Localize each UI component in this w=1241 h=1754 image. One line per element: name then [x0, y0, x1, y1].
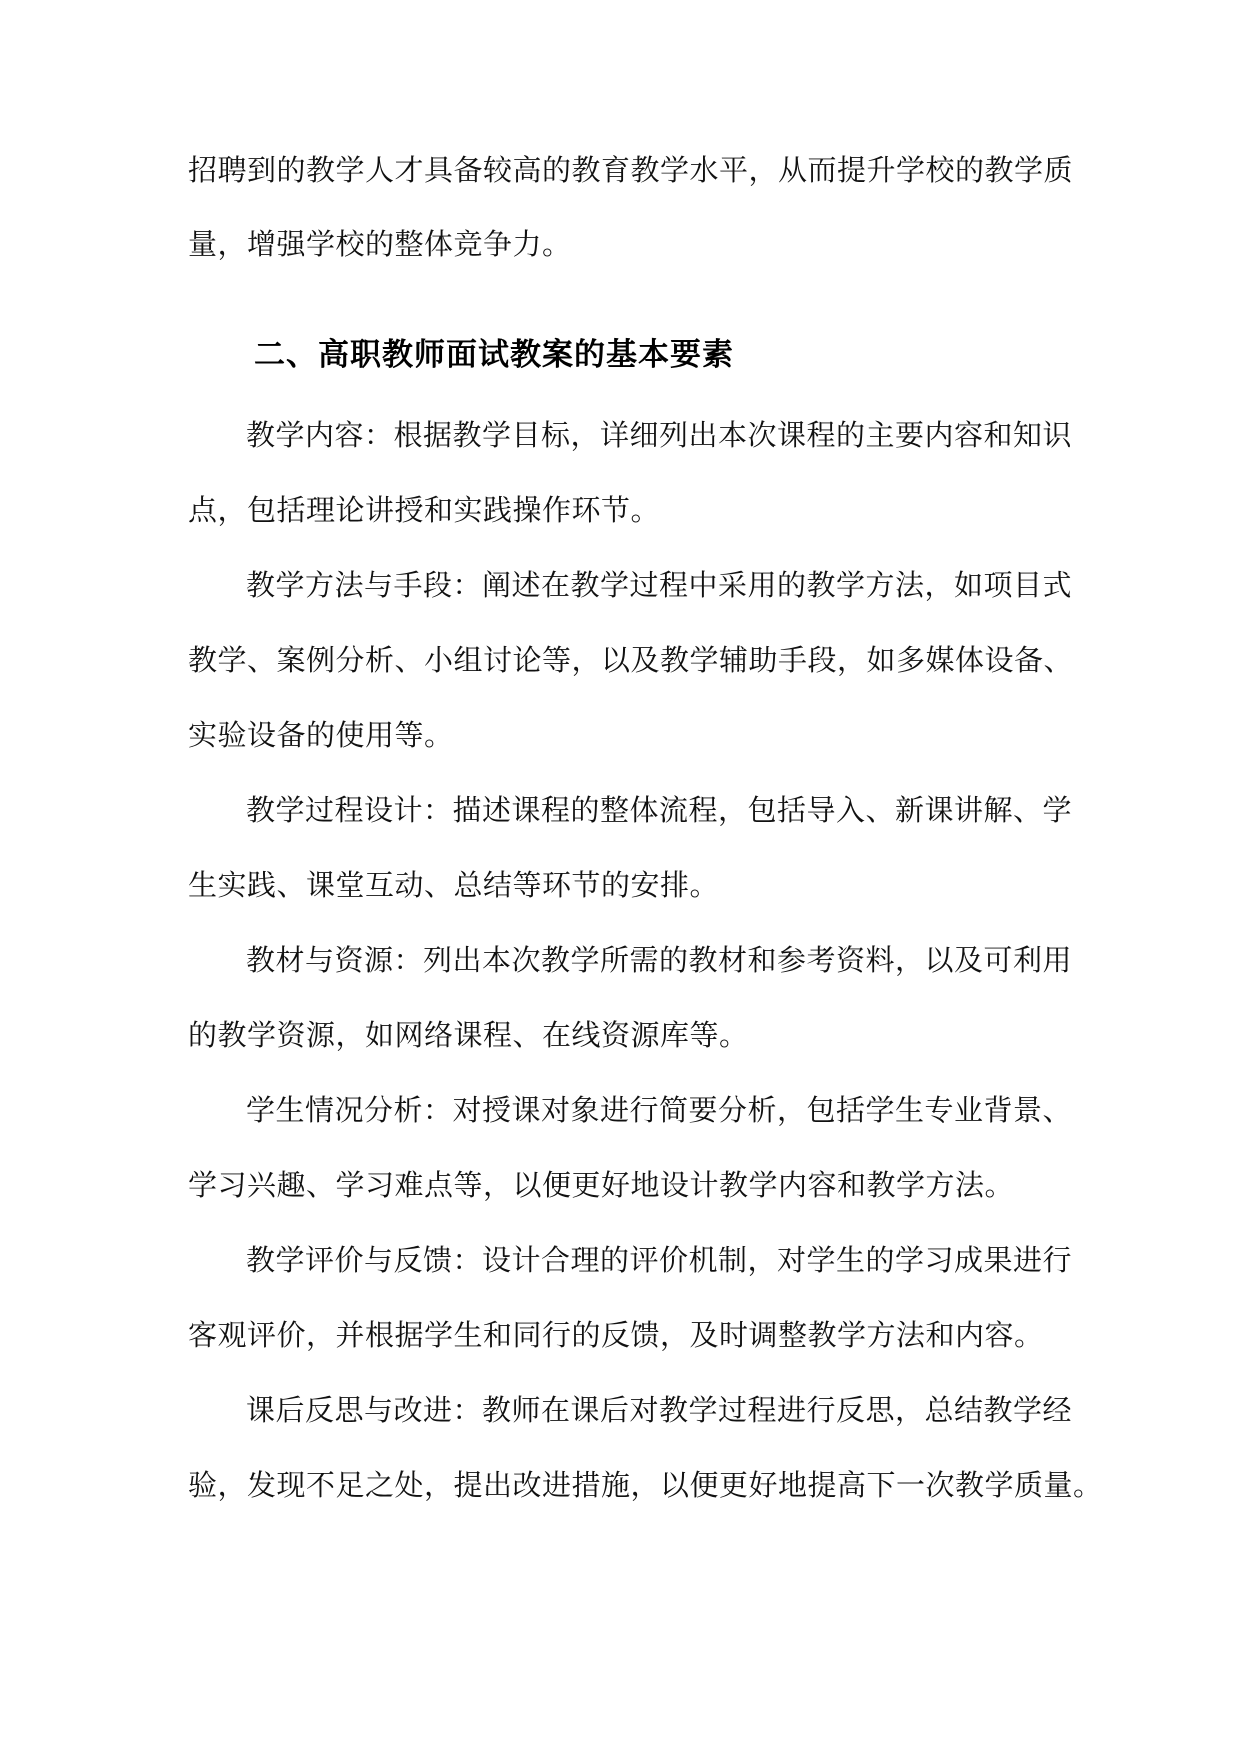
intro-line-1: 招聘到的教学人才具备较高的教育教学水平，从而提升学校的教学质	[188, 153, 1074, 187]
paragraph-teaching-methods-line-3: 实验设备的使用等。	[188, 718, 454, 752]
paragraph-teaching-content-line-2: 点，包括理论讲授和实践操作环节。	[188, 493, 661, 527]
paragraph-teaching-methods-line-2: 教学、案例分析、小组讨论等，以及教学辅助手段，如多媒体设备、	[188, 643, 1074, 677]
paragraph-evaluation-line-1: 教学评价与反馈：设计合理的评价机制，对学生的学习成果进行	[246, 1243, 1073, 1277]
paragraph-materials-line-2: 的教学资源，如网络课程、在线资源库等。	[188, 1018, 749, 1052]
paragraph-process-design-line-1: 教学过程设计：描述课程的整体流程，包括导入、新课讲解、学	[246, 793, 1073, 827]
paragraph-process-design-line-2: 生实践、课堂互动、总结等环节的安排。	[188, 868, 720, 902]
paragraph-teaching-methods-line-1: 教学方法与手段：阐述在教学过程中采用的教学方法，如项目式	[246, 568, 1073, 602]
paragraph-reflection-line-1: 课后反思与改进：教师在课后对教学过程进行反思，总结教学经	[246, 1393, 1073, 1427]
paragraph-student-analysis-line-2: 学习兴趣、学习难点等，以便更好地设计教学内容和教学方法。	[188, 1168, 1015, 1202]
paragraph-materials-line-1: 教材与资源：列出本次教学所需的教材和参考资料，以及可利用	[246, 943, 1073, 977]
paragraph-reflection-line-2: 验，发现不足之处，提出改进措施，以便更好地提高下一次教学质量。	[188, 1468, 1103, 1502]
paragraph-evaluation-line-2: 客观评价，并根据学生和同行的反馈，及时调整教学方法和内容。	[188, 1318, 1044, 1352]
intro-line-2: 量，增强学校的整体竞争力。	[188, 227, 572, 261]
paragraph-student-analysis-line-1: 学生情况分析：对授课对象进行简要分析，包括学生专业背景、	[246, 1093, 1073, 1127]
paragraph-teaching-content-line-1: 教学内容：根据教学目标，详细列出本次课程的主要内容和知识	[246, 418, 1073, 452]
section-heading: 二、高职教师面试教案的基本要素	[254, 337, 734, 373]
